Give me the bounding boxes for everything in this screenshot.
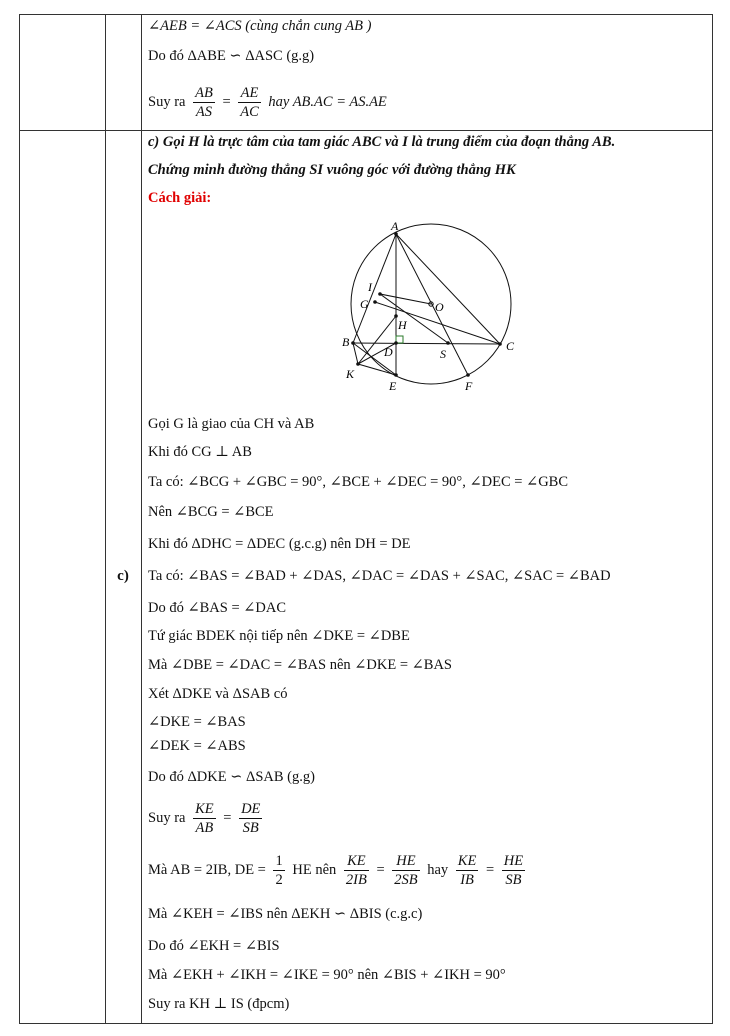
geometry-figure [338,218,528,398]
proof-line-13: Do đó ΔDKE ∽ ΔSAB (g.g) [148,769,315,785]
proof-line-11: ∠DKE = ∠BAS [148,714,246,730]
proof-line-9: Mà ∠DBE = ∠DAC = ∠BAS nên ∠DKE = ∠BAS [148,657,452,673]
fraction-ab-as: $\frac{AB}{AS}$ [195,85,213,120]
proof-line-14: Suy ra $\frac{KE}{AB}$ = $\frac{DE}{SB}$ [148,801,261,836]
proof-line-19: Suy ra KH ⊥ IS (đpcm) [148,996,290,1012]
label-E: E [389,379,397,393]
fraction-ke-ib: $\frac{KE}{IB}$ [457,853,477,888]
label-F: F [465,379,473,393]
top-row-content [148,14,702,130]
label-C: C [506,339,515,353]
label-S: S [440,347,446,361]
proof-line-15: Mà AB = 2IB, DE = $\frac{1}{2}$ HE nên $\frac{KE}{2IB}$ = $\frac{HE}{2SB}$ hay $\frac{KE}{IB}$ = $\frac{HE}{SB}$ [148,853,524,888]
question-line-2: Chứng minh đường thẳng SI vuông góc với đường thẳng HK [148,162,516,178]
proof-line-17: Do đó ∠EKH = ∠BIS [148,938,280,954]
label-I: I [368,280,372,294]
table-border-right [712,14,713,1024]
label-O: O [435,300,444,314]
fraction-ke-2ib: $\frac{KE}{2IB}$ [345,853,367,888]
table-border-left [19,14,20,1024]
label-G: G [360,297,369,311]
proof-line-6: Ta có: ∠BAS = ∠BAD + ∠DAS, ∠DAC = ∠DAS + ∠SAC, ∠SAC = ∠BAD [148,568,611,584]
proof-line-2: Khi đó CG ⊥ AB [148,444,252,460]
table-divider-1 [105,14,106,1024]
proof-line-16: Mà ∠KEH = ∠IBS nên ΔEKH ∽ ΔBIS (c.g.c) [148,906,423,922]
fraction-ke-ab: $\frac{KE}{AB}$ [195,801,214,836]
fraction-he-sb: $\frac{HE}{SB}$ [503,853,524,888]
label-B: B [342,335,350,349]
proof-line-7: Do đó ∠BAS = ∠DAC [148,600,287,616]
proof-line-18: Mà ∠EKH + ∠IKH = ∠IKE = 90° nên ∠BIS + ∠IKH = 90° [148,967,506,983]
fraction-he-2sb: $\frac{HE}{2SB}$ [394,853,418,888]
top-line-2: Do đó ΔABE ∽ ΔASC (g.g) [148,48,315,64]
proof-line-5: Khi đó ΔDHC = ΔDEC (g.c.g) nên DH = DE [148,536,411,552]
top-line-3-suffix: hay AB.AC = AS.AE [268,93,387,110]
figure-lines [353,234,500,375]
top-line-3-prefix: Suy ra [148,93,186,110]
part-c-content [148,130,702,1024]
label-K: K [346,367,355,381]
proof-line-1: Gọi G là giao của CH và AB [148,416,315,432]
solution-heading: Cách giải: [148,190,212,206]
proof-line-10: Xét ΔDKE và ΔSAB có [148,686,288,702]
question-line-1: c) Gọi H là trực tâm của tam giác ABC và I là trung điểm của đoạn thẳng AB. [148,134,616,150]
part-label: c) [117,568,129,584]
fraction-ae-ac: $\frac{AE}{AC}$ [240,85,259,120]
top-line-1: ∠AEB = ∠ACS (cùng chắn cung AB ) [148,18,372,34]
fraction-half: $\frac{1}{2}$ [275,853,283,888]
top-line-3: Suy ra $\frac{AB}{AS}$ = $\frac{AE}{AC}$ hay AB.AC = AS.AE [148,85,387,120]
table-divider-2 [141,14,142,1024]
proof-line-4: Nên ∠BCG = ∠BCE [148,504,274,520]
proof-line-8: Tứ giác BDEK nội tiếp nên ∠DKE = ∠DBE [148,628,410,644]
label-H: H [398,318,407,332]
proof-line-3: Ta có: ∠BCG + ∠GBC = 90°, ∠BCE + ∠DEC = 90°, ∠DEC = ∠GBC [148,474,569,490]
proof-line-12: ∠DEK = ∠ABS [148,738,246,754]
label-D: D [384,345,393,359]
label-A: A [391,219,399,233]
fraction-de-sb: $\frac{DE}{SB}$ [241,801,261,836]
